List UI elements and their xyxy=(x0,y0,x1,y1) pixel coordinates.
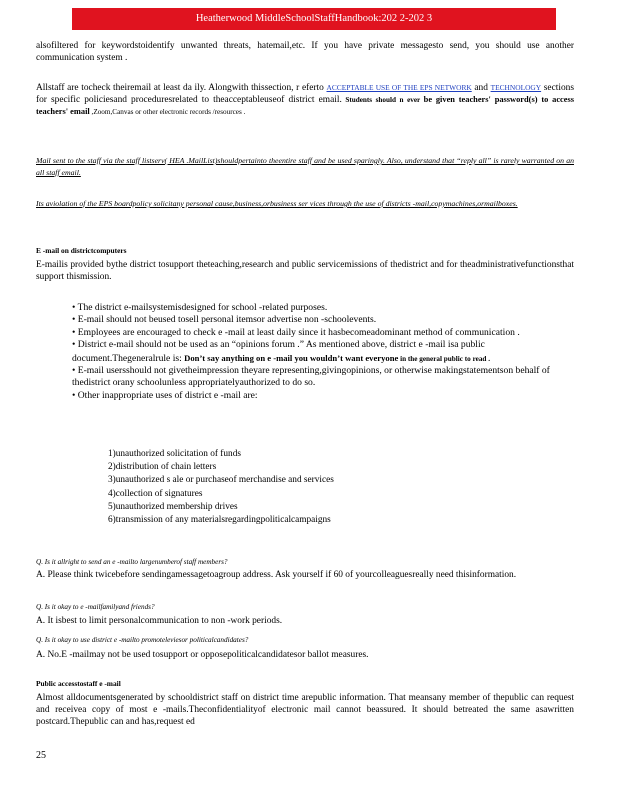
faq-answer: A. Please think twicebefore sendingamessagetoagroup address. Ask yourself if 60 of yourcolleaguesreally need thisinformation. xyxy=(36,570,517,580)
allstaff-students-note: Students should n ever xyxy=(341,96,424,104)
allstaff-paragraph xyxy=(36,82,574,118)
allstaff-text-3: sections for specific policiesand proceduresrelated to theacceptableuseof district email. xyxy=(36,83,574,105)
public-access-body: Almost alldocumentsgenerated by schooldistrict staff on district time arepublic information. That meansany member of thepublic can request and receivea copy of most e -mails.Theconfidentialityof electronic mail cannot beassured. It should betreated the same asawritten postcard.Thepublic can and has,request ed xyxy=(36,693,574,727)
intro-text: alsofiltered for keywordstoidentify unwanted threats, hatemail,etc. If you have private messagesto send, you should use another communication system . xyxy=(36,41,574,63)
list-item xyxy=(72,339,562,365)
email-section-heading: E -mail on districtcomputers xyxy=(36,246,127,255)
allstaff-records-note: ,Zoom,Canvas or other electronic records /resources . xyxy=(89,108,246,116)
inappropriate-uses-list xyxy=(108,448,334,527)
acceptable-use-link[interactable]: ACCEPTABLE USE OF THE EPS NETWORK xyxy=(326,83,472,92)
header-title: Heatherwood MiddleSchoolStaffHandbook:202 2-202 3 xyxy=(195,13,433,24)
list-item: • E-mail should not beused tosell personal itemsor advertise non -schoolevents. xyxy=(72,314,377,326)
violation-paragraph xyxy=(36,198,574,210)
faq-answer: A. No.E -mailmay not be used tosupport or opposepoliticalcandidatesor ballot measures. xyxy=(36,650,369,660)
email-section-text xyxy=(36,259,574,283)
faq-question: Q. Is it okay to e -mailfamilyand friends? xyxy=(36,603,155,611)
list-item: • Other inappropriate uses of district e -mail are: xyxy=(72,389,258,401)
list-item: 4)collection of signatures xyxy=(108,488,203,499)
list-item: 1)unauthorized solicitation of funds xyxy=(108,449,241,459)
intro-paragraph xyxy=(36,40,574,64)
list-item: 2)distribution of chain letters xyxy=(108,462,217,473)
allstaff-text xyxy=(36,82,574,118)
faq-answer: A. It isbest to limit personalcommunication to non -work periods. xyxy=(36,616,283,626)
technology-link[interactable]: TECHNOLOGY xyxy=(490,83,542,92)
faq-question: Q. Is it allright to send an e -mailto largenumberof staff members? xyxy=(36,558,228,566)
mail-paragraph xyxy=(36,155,574,179)
list-item: 6)transmission of any materialsregardingpoliticalcampaigns xyxy=(108,515,331,526)
page-header xyxy=(72,8,556,30)
list-item: • Employees are encouraged to check e -mail at least daily since it hasbecomeadominant method of communication . xyxy=(72,326,520,338)
allstaff-text-2: and xyxy=(471,83,491,93)
list-item: • The district e-mailsystemisdesigned for school -related purposes. xyxy=(72,302,328,313)
general-rule-quote: Don’t say anything on e -mail you wouldn’t want everyone xyxy=(184,352,399,363)
email-rules-list xyxy=(72,302,562,402)
list-item: 3)unauthorized s ale or purchaseof merchandise and services xyxy=(108,475,334,486)
opinions-rule: • District e-mail should not be used as an “opinions forum .” As mentioned above, district e -mail isa public document.Thegeneralrule is: xyxy=(72,339,485,364)
public-access-text xyxy=(36,692,574,728)
list-item: 5)unauthorized membership drives xyxy=(108,501,238,512)
list-item: • E-mail usersshould not givetheimpression theyare representing,givingopinions, or otherwise makingstatementson behalf of thedistrict orany schoolunless appropriatelyauthorized to do so. xyxy=(72,365,550,389)
violation-text: Its aviolation of the EPS boardpolicy solicitany personal cause,business,orbusiness ser vices through the use of districts -mail,copymachines,ormailboxes. xyxy=(36,199,518,208)
mail-text: Mail sent to the staff via the staff listserv( HEA .MailList)shouldpertainto theentire staff and be used sparingly. Also, understand that “reply all” is rarely warranted on an all staff email. xyxy=(36,156,574,177)
page-number: 25 xyxy=(36,750,46,761)
faq-question: Q. Is it okay to use district e -mailto promoteleviesor politicalcandidates? xyxy=(36,636,249,644)
public-access-heading: Public accesstostaff e -mail xyxy=(36,679,121,688)
email-section-body: E-mailis provided bythe district tosupport theteaching,research and public servicemissions of thedistrict and for theadministrativefunctionsthat support thismission. xyxy=(36,260,574,282)
allstaff-text-1: Allstaff are tocheck theiremail at least da ily. Alongwith thissection, r eferto xyxy=(36,83,327,93)
general-rule-end: in the general public to read . xyxy=(398,354,491,363)
allstaff-password-warning: be given teachers' password(s) to access teachers' email xyxy=(36,95,575,116)
